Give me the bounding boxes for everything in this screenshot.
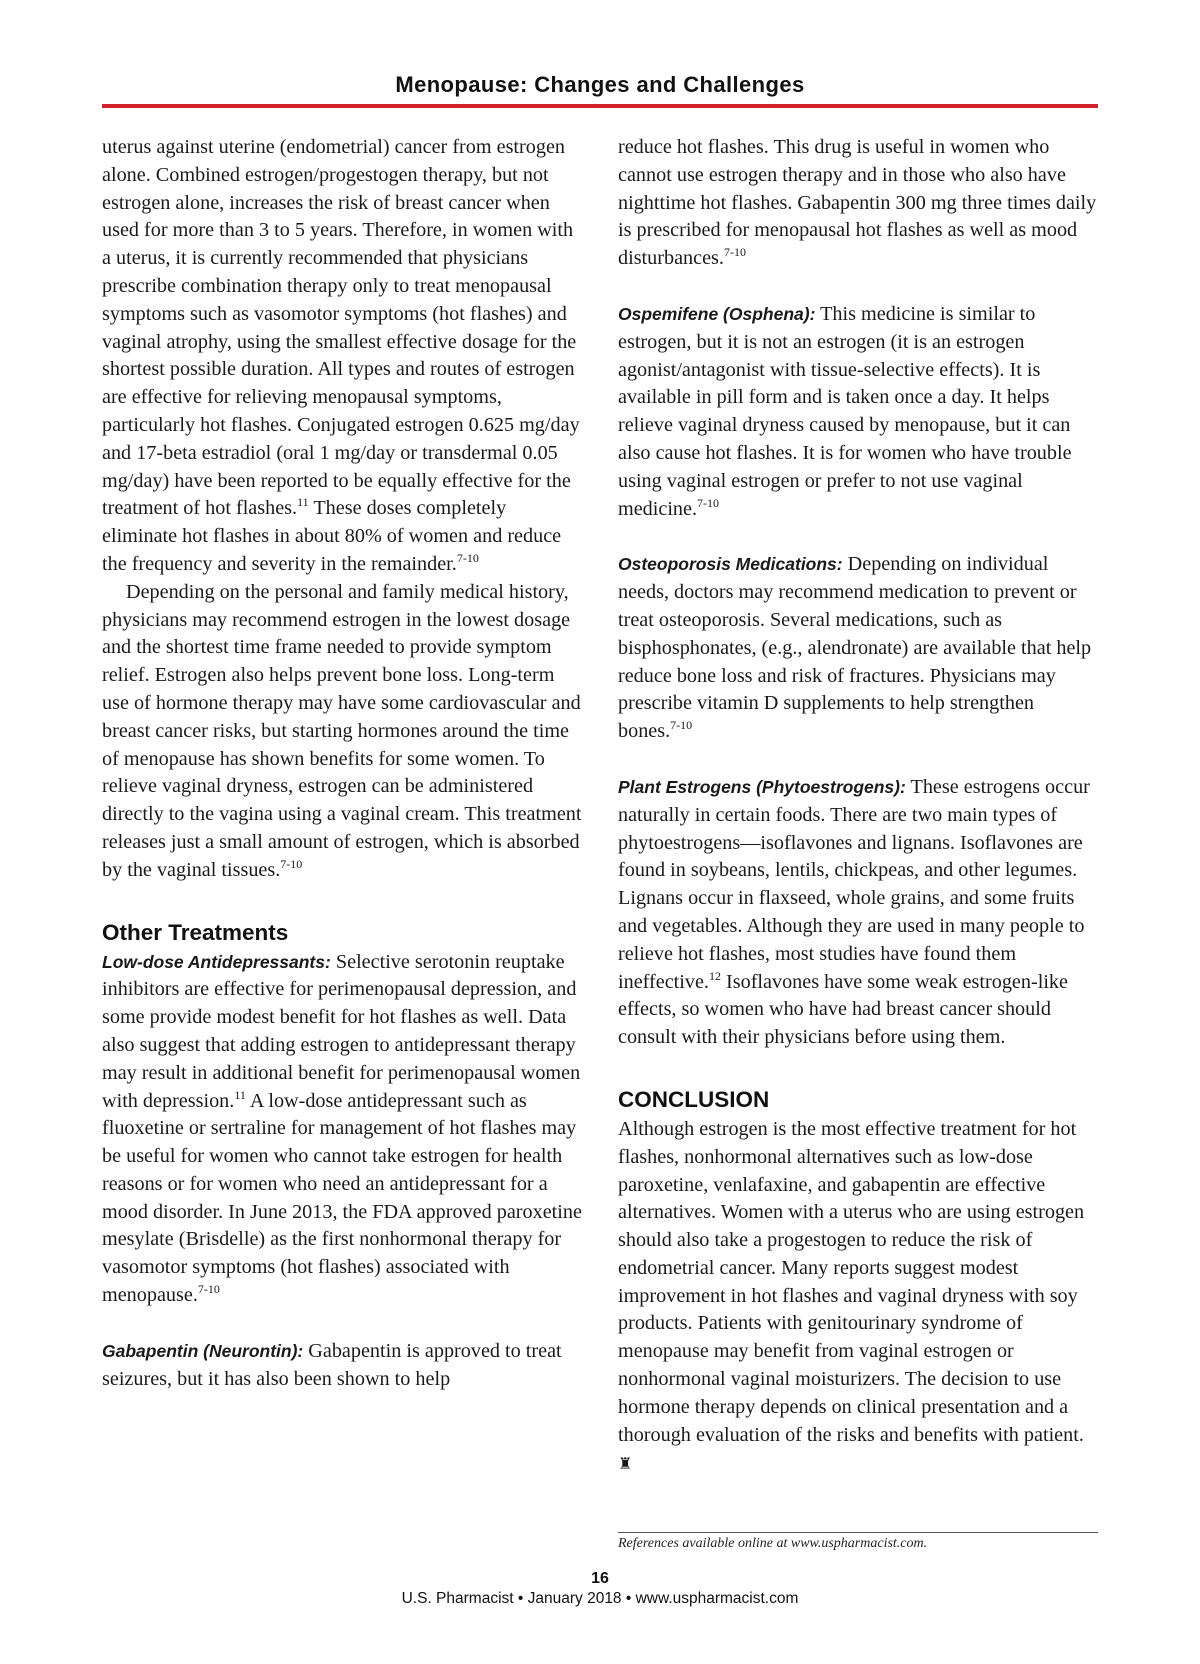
antidepressants-paragraph: Low-dose Antidepressants: Selective serotonin reuptake inhibitors are effective for perimenopausal depression, and some provide modest benefit for hot flashes as well. Data also suggest that adding estrogen to antidepressant therapy may result in additional benefit for perimenopausal women with depression.$^{11}$ A low-dose antidepressant such as fluoxetine or sertraline for management of hot flashes may be useful for women who cannot take estrogen for health reasons or for women who need an antidepressant for a mood disorder. In June 2013, the FDA approved paroxetine mesylate (Brisdelle) as the first nonhormonal therapy for vasomotor symptoms (hot flashes) associated with menopause.$^{7-10}$ <box>102 950 582 1307</box>
references-note: References available online at www.uspharmacist.com. <box>618 1536 928 1551</box>
references-rule <box>618 1532 1098 1533</box>
ospemifene-paragraph: Ospemifene (Osphena): This medicine is similar to estrogen, but it is not an estrogen (it is an estrogen agonist/antagonist with tissue-selective effects). It is available in pill form and is taken once a day. It helps relieve vaginal dryness caused by menopause, but it can also cause hot flashes. It is for women who have trouble using vaginal estrogen or prefer to not use vaginal medicine.$^{7-10}$ <box>618 302 1072 520</box>
osteoporosis-lead: Osteoporosis Medications: <box>618 554 843 575</box>
citation: 7-10 <box>697 495 720 510</box>
page-number: 16 <box>591 1570 609 1587</box>
citation: 11 <box>234 1087 246 1102</box>
other-treatments-heading: Other Treatments <box>102 919 289 945</box>
right-paragraph-1: reduce hot flashes. This drug is useful in women who cannot use estrogen therapy and in those who also have nighttime hot flashes. Gabapentin 300 mg three times daily is prescribed for menopausal hot flashes as well as mood disturbances.$^{7-10}$ <box>618 136 1097 270</box>
conclusion-heading: CONCLUSION <box>618 1086 770 1112</box>
osteoporosis-paragraph: Osteoporosis Medications: Depending on individual needs, doctors may recommend medication to prevent or treat osteoporosis. Several medications, such as bisphosphonates, (e.g., alendronate) are available that help reduce bone loss and risk of fractures. Physicians may prescribe vitamin D supplements to help strengthen bones.$^{7-10}$ <box>618 553 1092 743</box>
ospemifene-lead: Ospemifene (Osphena): <box>618 303 816 324</box>
left-column <box>102 134 584 1393</box>
end-mark-icon: ♜ <box>618 1456 633 1474</box>
header-rule <box>102 104 1098 108</box>
citation: 12 <box>708 968 721 983</box>
citation: 7-10 <box>456 550 479 565</box>
antidepressants-lead: Low-dose Antidepressants: <box>102 951 331 972</box>
citation: 7-10 <box>723 245 746 260</box>
plant-estrogens-paragraph: Plant Estrogens (Phytoestrogens): These estrogens occur naturally in certain foods. There are two main types of phytoestrogens—isoflavones and lignans. Isoflavones are found in soybeans, lentils, chickpeas, and other legumes. Lignans occur in flaxseed, whole grains, and some fruits and vegetables. Although they are used in many people to relieve hot flashes, most studies have found them ineffective.$^{12}$ Isoflavones have some weak estrogen-like effects, so women who have had breast cancer should consult with their physicians before using them. <box>618 775 1090 1049</box>
gabapentin-lead: Gabapentin (Neurontin): <box>102 1340 304 1361</box>
right-column <box>618 134 1100 1479</box>
citation: 7-10 <box>670 718 693 733</box>
publication-footer: U.S. Pharmacist • January 2018 • www.uspharmacist.com <box>401 1590 799 1607</box>
conclusion-paragraph: Although estrogen is the most effective treatment for hot flashes, nonhormonal alternatives such as low-dose paroxetine, venlafaxine, and gabapentin are effective alternatives. Women with a uterus who are using estrogen should also take a progestogen to reduce the risk of endometrial cancer. Many reports suggest modest improvement in hot flashes and vaginal dryness with soy products. Patients with genitourinary syndrome of menopause may benefit from vaginal estrogen or nonhormonal vaginal moisturizers. The decision to use hormone therapy depends on clinical presentation and a thorough evaluation of the risks and benefits with patient. ♜ <box>618 1117 1085 1474</box>
plant-estrogens-lead: Plant Estrogens (Phytoestrogens): <box>618 776 906 797</box>
citation: 11 <box>297 495 309 510</box>
running-title: Menopause: Changes and Challenges <box>395 72 805 97</box>
citation: 7-10 <box>280 856 303 871</box>
gabapentin-paragraph: Gabapentin (Neurontin): Gabapentin is approved to treat seizures, but it has also been shown to help <box>102 1339 562 1390</box>
left-paragraph-1: uterus against uterine (endometrial) cancer from estrogen alone. Combined estrogen/progestogen therapy, but not estrogen alone, increases the risk of breast cancer when used for more than 3 to 5 years. Therefore, in women with a uterus, it is currently recommended that physicians prescribe combination therapy only to treat menopausal symptoms such as vasomotor symptoms (hot flashes) and vaginal atrophy, using the smallest effective dosage for the shortest possible duration. All types and routes of estrogen are effective for relieving menopausal symptoms, particularly hot flashes. Conjugated estrogen 0.625 mg/day and 17-beta estradiol (oral 1 mg/day or transdermal 0.05 mg/day) have been reported to be equally effective for the treatment of hot flashes.$^{11}$ These doses completely eliminate hot flashes in about 80% of women and reduce the frequency and severity in the remainder.$^{7-10}$ <box>102 136 580 575</box>
citation: 7-10 <box>197 1282 220 1297</box>
left-paragraph-2: Depending on the personal and family medical history, physicians may recommend estrogen in the lowest dosage and the shortest time frame needed to provide symptom relief. Estrogen also helps prevent bone loss. Long-term use of hormone therapy may have some cardiovascular and breast cancer risks, but starting hormones around the time of menopause has shown benefits for some women. To relieve vaginal dryness, estrogen can be administered directly to the vagina using a vaginal cream. This treatment releases just a small amount of estrogen, which is absorbed by the vaginal tissues.$^{7-10}$ <box>102 580 582 881</box>
